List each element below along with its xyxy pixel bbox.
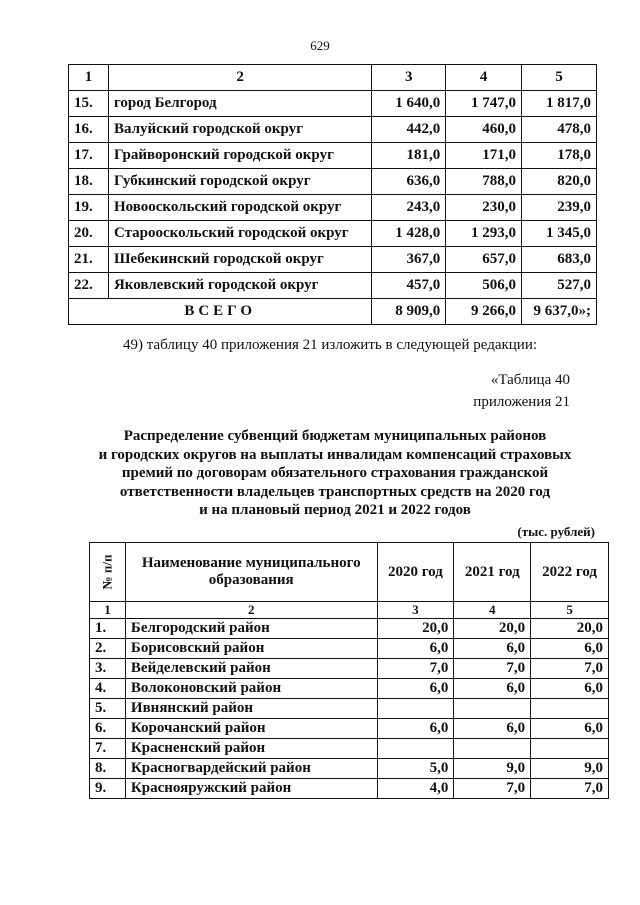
row-number: 1. [90, 619, 126, 639]
row-number: 22. [69, 273, 109, 299]
value-2022: 683,0 [522, 247, 597, 273]
value-2020: 1 640,0 [372, 91, 446, 117]
municipality-name: Грайворонский городской округ [108, 143, 371, 169]
value-2022: 7,0 [531, 779, 609, 799]
col-number-3: 3 [372, 65, 446, 91]
value-2021: 460,0 [446, 117, 522, 143]
col-number-2: 2 [125, 602, 377, 619]
row-number: 2. [90, 639, 126, 659]
value-2020: 7,0 [377, 659, 454, 679]
total-2021: 9 266,0 [446, 299, 522, 325]
col-number-3: 3 [377, 602, 454, 619]
value-2020: 457,0 [372, 273, 446, 299]
table-row [69, 273, 597, 299]
col-number-1: 1 [90, 602, 126, 619]
table-row [90, 699, 609, 719]
value-2020 [377, 739, 454, 759]
value-2022: 20,0 [531, 619, 609, 639]
row-number: 17. [69, 143, 109, 169]
table-row [90, 739, 609, 759]
value-2022: 1 817,0 [522, 91, 597, 117]
municipality-name: Краснояружский район [125, 779, 377, 799]
value-2020: 5,0 [377, 759, 454, 779]
row-number: 20. [69, 221, 109, 247]
table-row [90, 679, 609, 699]
municipality-name: Шебекинский городской округ [108, 247, 371, 273]
total-2022: 9 637,0»; [522, 299, 597, 325]
municipality-name: Губкинский городской округ [108, 169, 371, 195]
value-2021: 20,0 [454, 619, 531, 639]
value-2020: 6,0 [377, 679, 454, 699]
row-number: 9. [90, 779, 126, 799]
table-header-row [90, 543, 609, 602]
total-row [69, 299, 597, 325]
table-row [69, 91, 597, 117]
row-number: 16. [69, 117, 109, 143]
table-header-row [69, 65, 597, 91]
col-number-4: 4 [446, 65, 522, 91]
table-row [69, 117, 597, 143]
value-2021: 230,0 [446, 195, 522, 221]
value-2021: 1 293,0 [446, 221, 522, 247]
value-2021: 6,0 [454, 679, 531, 699]
municipality-name: Старооскольский городской округ [108, 221, 371, 247]
header-2020: 2020 год [377, 543, 454, 602]
municipality-name: Яковлевский городской округ [108, 273, 371, 299]
municipality-name: Волоконовский район [125, 679, 377, 699]
municipality-name: Борисовский район [125, 639, 377, 659]
value-2020: 20,0 [377, 619, 454, 639]
subvention-table-continuation [68, 64, 597, 325]
table-row [69, 169, 597, 195]
table-row [90, 659, 609, 679]
value-2021: 788,0 [446, 169, 522, 195]
header-2021: 2021 год [454, 543, 531, 602]
row-number: 15. [69, 91, 109, 117]
value-2021: 7,0 [454, 659, 531, 679]
value-2022: 527,0 [522, 273, 597, 299]
table-caption-appendix: приложения 21 [473, 394, 570, 410]
table-row [90, 719, 609, 739]
municipality-name: Новооскольский городской округ [108, 195, 371, 221]
value-2020: 243,0 [372, 195, 446, 221]
table-title [70, 427, 600, 520]
value-2020: 1 428,0 [372, 221, 446, 247]
table-row [90, 759, 609, 779]
title-line: Распределение субвенций бюджетам муниципальных районов [123, 428, 547, 444]
row-number: 5. [90, 699, 126, 719]
table-caption-number: «Таблица 40 [490, 372, 570, 388]
instruction-text: 49) таблицу 40 приложения 21 изложить в следующей редакции: [123, 337, 538, 353]
municipality-name: город Белгород [108, 91, 371, 117]
value-2022: 6,0 [531, 679, 609, 699]
municipality-name: Красненский район [125, 739, 377, 759]
value-2021: 7,0 [454, 779, 531, 799]
value-2022: 9,0 [531, 759, 609, 779]
table-row [69, 195, 597, 221]
col-number-4: 4 [454, 602, 531, 619]
value-2020: 4,0 [377, 779, 454, 799]
value-2022: 239,0 [522, 195, 597, 221]
value-2020: 6,0 [377, 719, 454, 739]
title-line: премий по договорам обязательного страхования гражданской [121, 465, 549, 481]
row-number: 19. [69, 195, 109, 221]
value-2022 [531, 699, 609, 719]
municipality-name: Белгородский район [125, 619, 377, 639]
value-2021: 506,0 [446, 273, 522, 299]
row-number: 18. [69, 169, 109, 195]
value-2021: 9,0 [454, 759, 531, 779]
value-2021: 657,0 [446, 247, 522, 273]
value-2021: 6,0 [454, 719, 531, 739]
page-number: 629 [310, 38, 330, 53]
table-row [69, 247, 597, 273]
value-2022 [531, 739, 609, 759]
value-2021 [454, 699, 531, 719]
value-2020: 636,0 [372, 169, 446, 195]
col-number-5: 5 [522, 65, 597, 91]
row-number: 21. [69, 247, 109, 273]
title-line: и городских округов на выплаты инвалидам компенсаций страховых [98, 446, 572, 463]
value-2022: 1 345,0 [522, 221, 597, 247]
col-number-5: 5 [531, 602, 609, 619]
col-number-1: 1 [69, 65, 109, 91]
value-2022: 820,0 [522, 169, 597, 195]
value-2021: 1 747,0 [446, 91, 522, 117]
table-row [90, 639, 609, 659]
row-number: 3. [90, 659, 126, 679]
value-2020 [377, 699, 454, 719]
header-name: Наименование муниципального образования [125, 543, 377, 602]
header-2022: 2022 год [531, 543, 609, 602]
value-2022: 178,0 [522, 143, 597, 169]
value-2020: 181,0 [372, 143, 446, 169]
municipality-name: Валуйский городской округ [108, 117, 371, 143]
value-2020: 6,0 [377, 639, 454, 659]
total-2020: 8 909,0 [372, 299, 446, 325]
title-line: ответственности владельцев транспортных средств на 2020 год [119, 483, 551, 500]
row-number: 7. [90, 739, 126, 759]
value-2021: 6,0 [454, 639, 531, 659]
column-numbers-row [90, 602, 609, 619]
value-2021: 171,0 [446, 143, 522, 169]
row-number: 8. [90, 759, 126, 779]
value-2022: 7,0 [531, 659, 609, 679]
row-number: 6. [90, 719, 126, 739]
col-number-2: 2 [108, 65, 371, 91]
value-2022: 478,0 [522, 117, 597, 143]
table-row [69, 143, 597, 169]
value-2022: 6,0 [531, 639, 609, 659]
municipality-name: Ивнянский район [125, 699, 377, 719]
subvention-distribution-table [89, 542, 609, 799]
table-row [90, 779, 609, 799]
header-number: № п/п [90, 543, 126, 602]
table-row [90, 619, 609, 639]
value-2022: 6,0 [531, 719, 609, 739]
total-label: ВСЕГО [69, 299, 372, 325]
table-row [69, 221, 597, 247]
title-line: и на плановый период 2021 и 2022 годов [199, 502, 471, 518]
municipality-name: Вейделевский район [125, 659, 377, 679]
row-number: 4. [90, 679, 126, 699]
municipality-name: Корочанский район [125, 719, 377, 739]
value-2020: 442,0 [372, 117, 446, 143]
unit-label: (тыс. рублей) [517, 524, 595, 539]
municipality-name: Красногвардейский район [125, 759, 377, 779]
value-2021 [454, 739, 531, 759]
value-2020: 367,0 [372, 247, 446, 273]
